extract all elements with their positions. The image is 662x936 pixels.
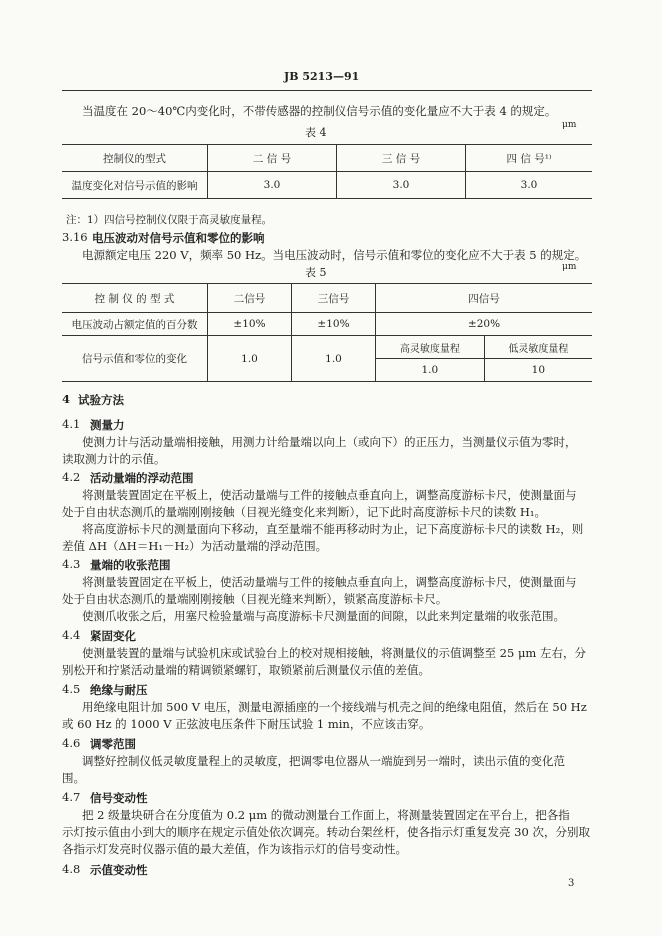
page-number: 3 xyxy=(568,878,575,889)
table-cell: ±10% xyxy=(292,313,376,336)
table-cell: 3.0 xyxy=(337,172,466,199)
section-4-6-title: 调零范围 xyxy=(90,737,136,751)
section-4-2-number: 4.2 xyxy=(62,470,81,484)
table-cell: 四 信 号¹⁾ xyxy=(466,145,593,172)
section-4-4-title: 紧固变化 xyxy=(90,629,136,643)
section-4-7-line: 把 2 级量块研合在分度值为 0.2 μm 的微动测量台工作面上，将测量装置固定在平台上，把各指 xyxy=(82,808,570,822)
table-cell: 信号示值和零位的变化 xyxy=(62,336,208,382)
table-cell: 10 xyxy=(484,359,592,382)
table4-unit: μm xyxy=(562,120,577,130)
section-4-1-line: 使测力计与活动量端相接触，用测力计给量端以向上（或向下）的正压力，当测量仪示值为零时， xyxy=(82,435,577,449)
section-4-7-title: 信号变动性 xyxy=(90,791,148,805)
table-row xyxy=(62,313,592,336)
section-4-5-number: 4.5 xyxy=(62,682,81,696)
section-3-16-text: 电源额定电压 220 V，频率 50 Hz。当电压波动时，信号示值和零位的变化应不大于表 5 的规定。 xyxy=(82,248,587,262)
table5 xyxy=(62,283,592,382)
section-4-7-line: 各指示灯发亮时仪器示值的最大差值，作为该指示灯的信号变动性。 xyxy=(62,842,407,856)
section-3-16-number: 3.16 xyxy=(62,230,88,244)
section-4-number: 4 xyxy=(62,392,71,406)
table-cell: 1.0 xyxy=(292,336,376,382)
section-4-8-title: 示值变动性 xyxy=(90,863,148,877)
table-cell: 三 信 号 xyxy=(337,145,466,172)
section-4-3-number: 4.3 xyxy=(62,557,81,571)
table-row xyxy=(62,172,592,199)
section-4-2-line: 处于自由状态测爪的量端刚刚接触（目视光缝变化来判断），记下此时高度游标卡尺的读数 H₁。 xyxy=(62,505,547,519)
table-cell: 1.0 xyxy=(376,359,485,382)
section-4-6-line: 调整好控制仪低灵敏度量程上的灵敏度，把调零电位器从一端旋到另一端时，读出示值的变化范 xyxy=(82,754,565,768)
section-3-16-title: 电压波动对信号示值和零位的影响 xyxy=(92,231,265,245)
table4-note: 注：1）四信号控制仪仅限于高灵敏度量程。 xyxy=(66,214,273,226)
section-4-2-line: 差值 ΔH（ΔH＝H₁－H₂）为活动量端的浮动范围。 xyxy=(62,539,328,553)
table-cell: 高灵敏度量程 xyxy=(376,336,485,359)
section-4-6-number: 4.6 xyxy=(62,736,81,750)
header-rule xyxy=(62,90,592,91)
section-4-2-title: 活动量端的浮动范围 xyxy=(90,471,194,485)
section-4-7-line: 示灯按示值由小到大的顺序在规定示值处依次调亮。转动台架丝杆，使各指示灯重复发亮 30 次，分别取 xyxy=(62,825,590,839)
section-4-1-title: 测量力 xyxy=(90,418,125,432)
section-4-4-line: 使测量装置的量端与试验机床或试验台上的校对规相接触，将测量仪的示值调整至 25 μm 左右，分 xyxy=(82,646,586,660)
table-cell: 低灵敏度量程 xyxy=(484,336,592,359)
section-4-2-line: 将高度游标卡尺的测量面向下移动，直至量端不能再移动时为止，记下高度游标卡尺的读数 H₂，则 xyxy=(82,522,584,536)
table5-caption: 表 5 xyxy=(305,266,327,279)
table-cell: 二 信 号 xyxy=(208,145,337,172)
section-4-8-number: 4.8 xyxy=(62,862,81,876)
table-row xyxy=(62,145,592,172)
table-cell: ±20% xyxy=(376,313,593,336)
section-4-1-line: 读取测力计的示值。 xyxy=(62,452,166,466)
table-cell: 1.0 xyxy=(208,336,292,382)
table-cell: 二信号 xyxy=(208,284,292,313)
section-4-5-line: 用绝缘电阻计加 500 V 电压，测量电源插座的一个接线端与机壳之间的绝缘电阻值，然后在 50 Hz xyxy=(82,700,587,714)
page-header: JB 5213—91 xyxy=(284,70,360,83)
table-cell: 四信号 xyxy=(376,284,593,313)
table4-caption: 表 4 xyxy=(305,126,327,139)
section-4-7-number: 4.7 xyxy=(62,790,81,804)
section-4-5-line: 或 60 Hz 的 1000 V 正弦波电压条件下耐压试验 1 min，不应该击穿。 xyxy=(62,717,431,731)
section-4-6-line: 围。 xyxy=(62,771,85,785)
section-4-4-number: 4.4 xyxy=(62,628,81,642)
section-4-5-title: 绝缘与耐压 xyxy=(90,683,148,697)
section-4-3-title: 量端的收张范围 xyxy=(90,558,171,572)
table-cell: 三信号 xyxy=(292,284,376,313)
table-cell: 电压波动占额定值的百分数 xyxy=(62,313,208,336)
table-row xyxy=(62,284,592,313)
table4 xyxy=(62,144,592,199)
section-4-3-line: 将测量装置固定在平板上，使活动量端与工件的接触点垂直向上，调整高度游标卡尺，使测量面与 xyxy=(82,575,577,589)
section-4-title: 试验方法 xyxy=(78,393,124,407)
table-cell: 控 制 仪 的 型 式 xyxy=(62,284,208,313)
table-cell: 控制仪的型式 xyxy=(62,145,208,172)
section-4-4-line: 别松开和拧紧活动量端的精调锁紧螺钉，取锁紧前后测量仪示值的差值。 xyxy=(62,663,430,677)
intro-text: 当温度在 20～40℃内变化时，不带传感器的控制仪信号示值的变化量应不大于表 4 的规定。 xyxy=(82,104,557,118)
section-4-1-number: 4.1 xyxy=(62,417,81,431)
section-4-3-line: 使测爪收张之后，用塞尺检验量端与高度游标卡尺测量面的间隙，以此来判定量端的收张范围。 xyxy=(82,609,565,623)
table5-unit: μm xyxy=(562,262,577,272)
table-cell: 温度变化对信号示值的影响 xyxy=(62,172,208,199)
table-cell: 3.0 xyxy=(208,172,337,199)
table-cell: ±10% xyxy=(208,313,292,336)
table-cell: 3.0 xyxy=(466,172,593,199)
section-4-2-line: 将测量装置固定在平板上，使活动量端与工件的接触点垂直向上，调整高度游标卡尺，使测量面与 xyxy=(82,488,577,502)
table-row xyxy=(62,336,592,359)
section-4-3-line: 处于自由状态测爪的量端刚刚接触（目视光缝来判断），锁紧高度游标卡尺。 xyxy=(62,592,448,606)
